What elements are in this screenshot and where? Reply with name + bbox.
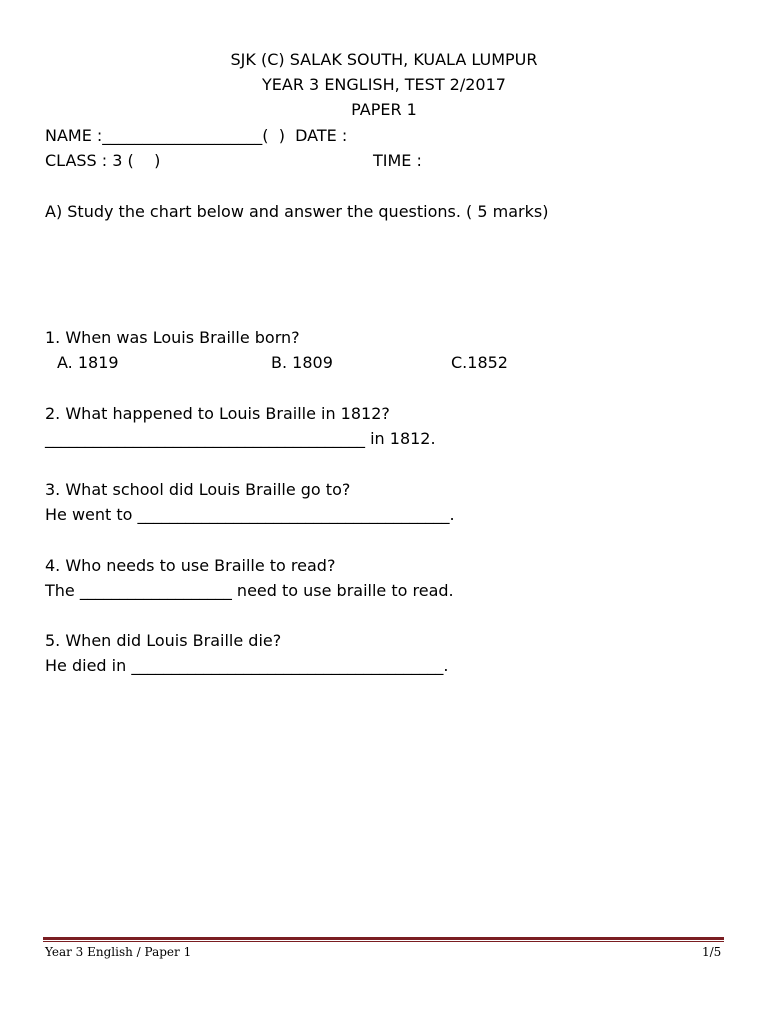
question-1-option-c: C.1852 [451,353,508,372]
question-4: 4. Who needs to use Braille to read? [45,556,336,575]
question-3: 3. What school did Louis Braille go to? [45,480,351,499]
question-1: 1. When was Louis Braille born? [45,328,300,347]
time-label: TIME : [373,151,422,170]
footer-left: Year 3 English / Paper 1 [45,945,192,959]
question-3-answer-line: He went to _______________________________________. [45,505,455,524]
school-title: SJK (C) SALAK SOUTH, KUALA LUMPUR [230,50,538,69]
question-1-option-a: A. 1819 [57,353,119,372]
section-a-instruction: A) Study the chart below and answer the questions. ( 5 marks) [45,202,549,221]
footer-divider [43,937,724,940]
class-line: CLASS : 3 ( ) [45,151,161,170]
subject-title: YEAR 3 ENGLISH, TEST 2/2017 [262,75,506,94]
name-date-line: NAME :____________________( ) DATE : [45,126,348,145]
question-2: 2. What happened to Louis Braille in 1812? [45,404,390,423]
page-number: 1/5 [702,945,722,959]
question-5-answer-line: He died in _______________________________________. [45,656,449,675]
question-1-option-b: B. 1809 [271,353,333,372]
paper-title: PAPER 1 [351,100,417,119]
question-5: 5. When did Louis Braille die? [45,631,282,650]
footer-divider-thin [43,941,724,942]
question-2-answer-line: ________________________________________ in 1812. [45,429,436,448]
question-4-answer-line: The ___________________ need to use braille to read. [45,581,454,600]
